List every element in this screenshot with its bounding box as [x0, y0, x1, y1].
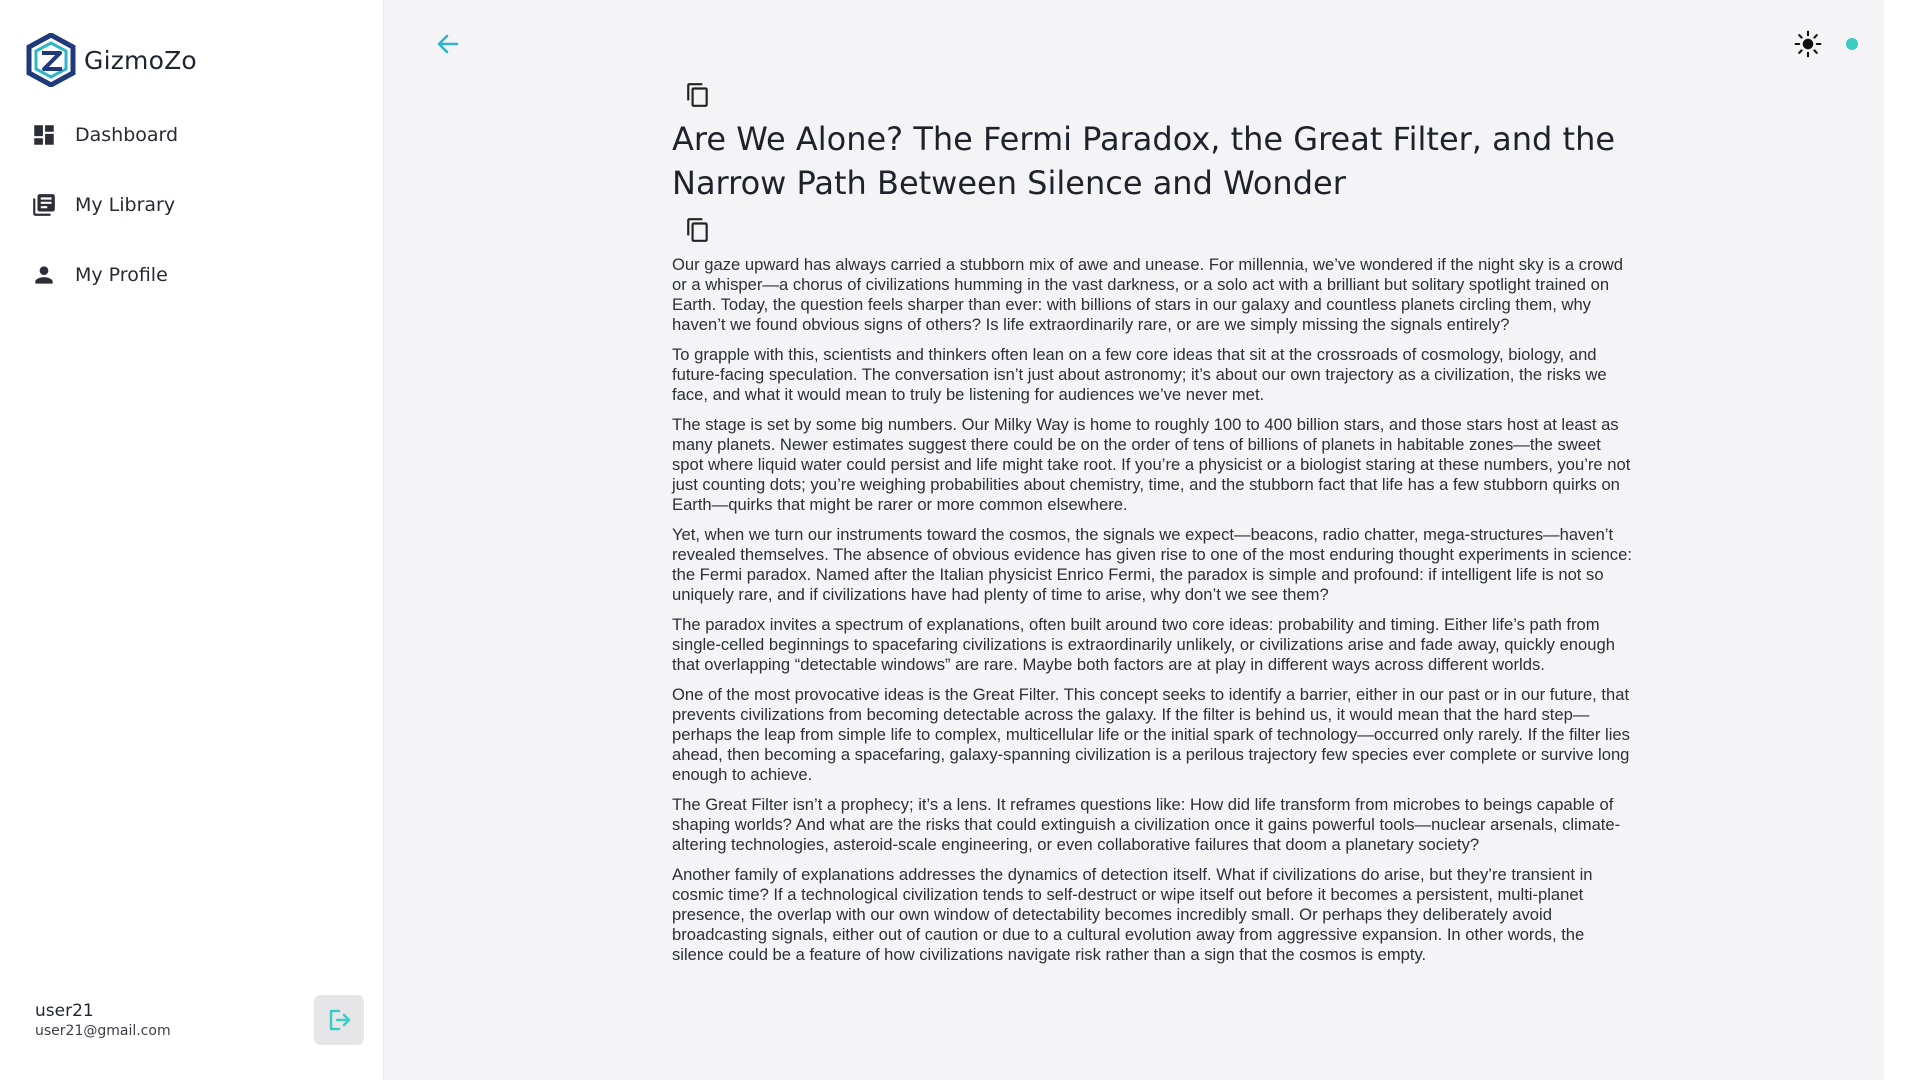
scrollbar-track[interactable]	[1884, 0, 1911, 1080]
brand[interactable]	[26, 33, 197, 87]
main-content	[384, 0, 1911, 1080]
back-button[interactable]	[432, 28, 464, 60]
app-name: GizmoZo	[84, 45, 197, 75]
sidebar-item-label: Dashboard	[75, 124, 179, 146]
sidebar-item-my-profile[interactable]	[30, 255, 350, 295]
dashboard-icon	[30, 121, 58, 149]
sidebar	[0, 0, 384, 1080]
status-dot	[1846, 38, 1858, 50]
logout-button[interactable]	[314, 995, 364, 1045]
arrow-left-icon	[435, 31, 461, 57]
sidebar-item-my-library[interactable]	[30, 185, 350, 225]
library-icon	[30, 191, 58, 219]
article-paragraph: The paradox invites a spectrum of explanations, often built around two core ideas: probability and timing. Either life’s path from single-celled beginnings to spacefaring civilizations is extraordinarily unlikely, or civilizations arise and fade away, quickly enough that overlapping “detectable windows” are rare. Maybe both factors are at play in different ways across different worlds.	[672, 615, 1615, 674]
article-title: Are We Alone? The Fermi Paradox, the Great Filter, and the Narrow Path Between Silence and Wonder	[672, 120, 1616, 202]
article-paragraph: The Great Filter isn’t a prophecy; it’s a lens. It reframes questions like: How did life transform from microbes to beings capable of shaping worlds? And what are the risks that could extinguish a civilization once it gains powerful tools—nuclear arsenals, climate-altering technologies, asteroid-scale engineering, or even collaborative failures that doom a planetary society?	[672, 795, 1621, 854]
logout-icon	[325, 1006, 353, 1034]
article-paragraph: Another family of explanations addresses the dynamics of detection itself. What if civilizations do arise, but they’re transient in cosmic time? If a technological civilization tends to self-destruct or wipe itself out before it becomes a persistent, multi-planet presence, the overlap with our own window of detectability becomes incredibly small. Or perhaps they deliberately avoid broadcasting signals, either out of caution or due to a cultural evolution away from aggressive expansion. In other words, the silence could be a feature of how civilizations navigate risk rather than a sign that the cosmos is empty.	[672, 865, 1593, 964]
person-icon	[30, 261, 58, 289]
sidebar-item-label: My Library	[75, 194, 176, 216]
article-body	[672, 255, 1632, 975]
gizmozo-logo-icon	[26, 33, 76, 87]
sidebar-item-dashboard[interactable]	[30, 115, 350, 155]
article-paragraph: To grapple with this, scientists and thinkers often lean on a few core ideas that sit at the crossroads of cosmology, biology, and future-facing speculation. The conversation isn’t just about astronomy; it’s about our own trajectory as a civilization, the risks we face, and what it would mean to truly be listening for audiences we’ve never met.	[672, 345, 1607, 404]
sidebar-item-label: My Profile	[75, 264, 168, 286]
article-paragraph: The stage is set by some big numbers. Our Milky Way is home to roughly 100 to 400 billion stars, and those stars host at least as many planets. Newer estimates suggest there could be on the order of tens of billions of planets in habitable zones—the sweet spot where liquid water could persist and life might take root. If you’re a physicist or a biologist staring at these numbers, you’re not just counting dots; you’re weighing probabilities about chemistry, time, and the stubborn fact that life has a few stubborn quirks on Earth—quirks that might be rarer or more common elsewhere.	[672, 415, 1631, 514]
user-name: user21	[35, 1001, 94, 1021]
user-email: user21@gmail.com	[35, 1023, 171, 1039]
sidebar-nav	[30, 115, 350, 325]
article-paragraph: Our gaze upward has always carried a stubborn mix of awe and unease. For millennia, we’ve wondered if the night sky is a crowd or a whisper—a chorus of civilizations humming in the vast darkness, or a solo act with a brilliant but solitary spotlight trained on Earth. Today, the question feels sharper than ever: with billions of stars in our galaxy and countless planets circling them, why haven’t we found obvious signs of others? Is life extraordinarily rare, or are we simply missing the signals entirely?	[672, 255, 1623, 334]
article-paragraph: Yet, when we turn our instruments toward the cosmos, the signals we expect—beacons, radio chatter, mega-structures—haven’t revealed themselves. The absence of obvious evidence has given rise to one of the most enduring thought experiments in science: the Fermi paradox. Named after the Italian physicist Enrico Fermi, the paradox is simple and profound: if intelligent life is not so uniquely rare, and if civilizations have had plenty of time to arise, why don’t we see them?	[672, 525, 1632, 604]
article-paragraph: One of the most provocative ideas is the Great Filter. This concept seeks to identify a barrier, either in our past or in our future, that prevents civilizations from becoming detectable across the galaxy. If the filter is behind us, it would mean that the hard step—perhaps the leap from simple life to complex, multicellular life or the initial spark of technology—occurred only rarely. If the filter lies ahead, then becoming a spacefaring, galaxy-spanning civilization is a perilous trajectory few species ever complete or survive long enough to achieve.	[672, 685, 1630, 784]
copy-content-icon[interactable]	[685, 217, 711, 243]
user-info	[35, 1001, 171, 1039]
theme-toggle-button[interactable]	[1791, 27, 1825, 61]
copy-title-icon[interactable]	[685, 82, 711, 108]
sun-icon	[1793, 29, 1823, 59]
